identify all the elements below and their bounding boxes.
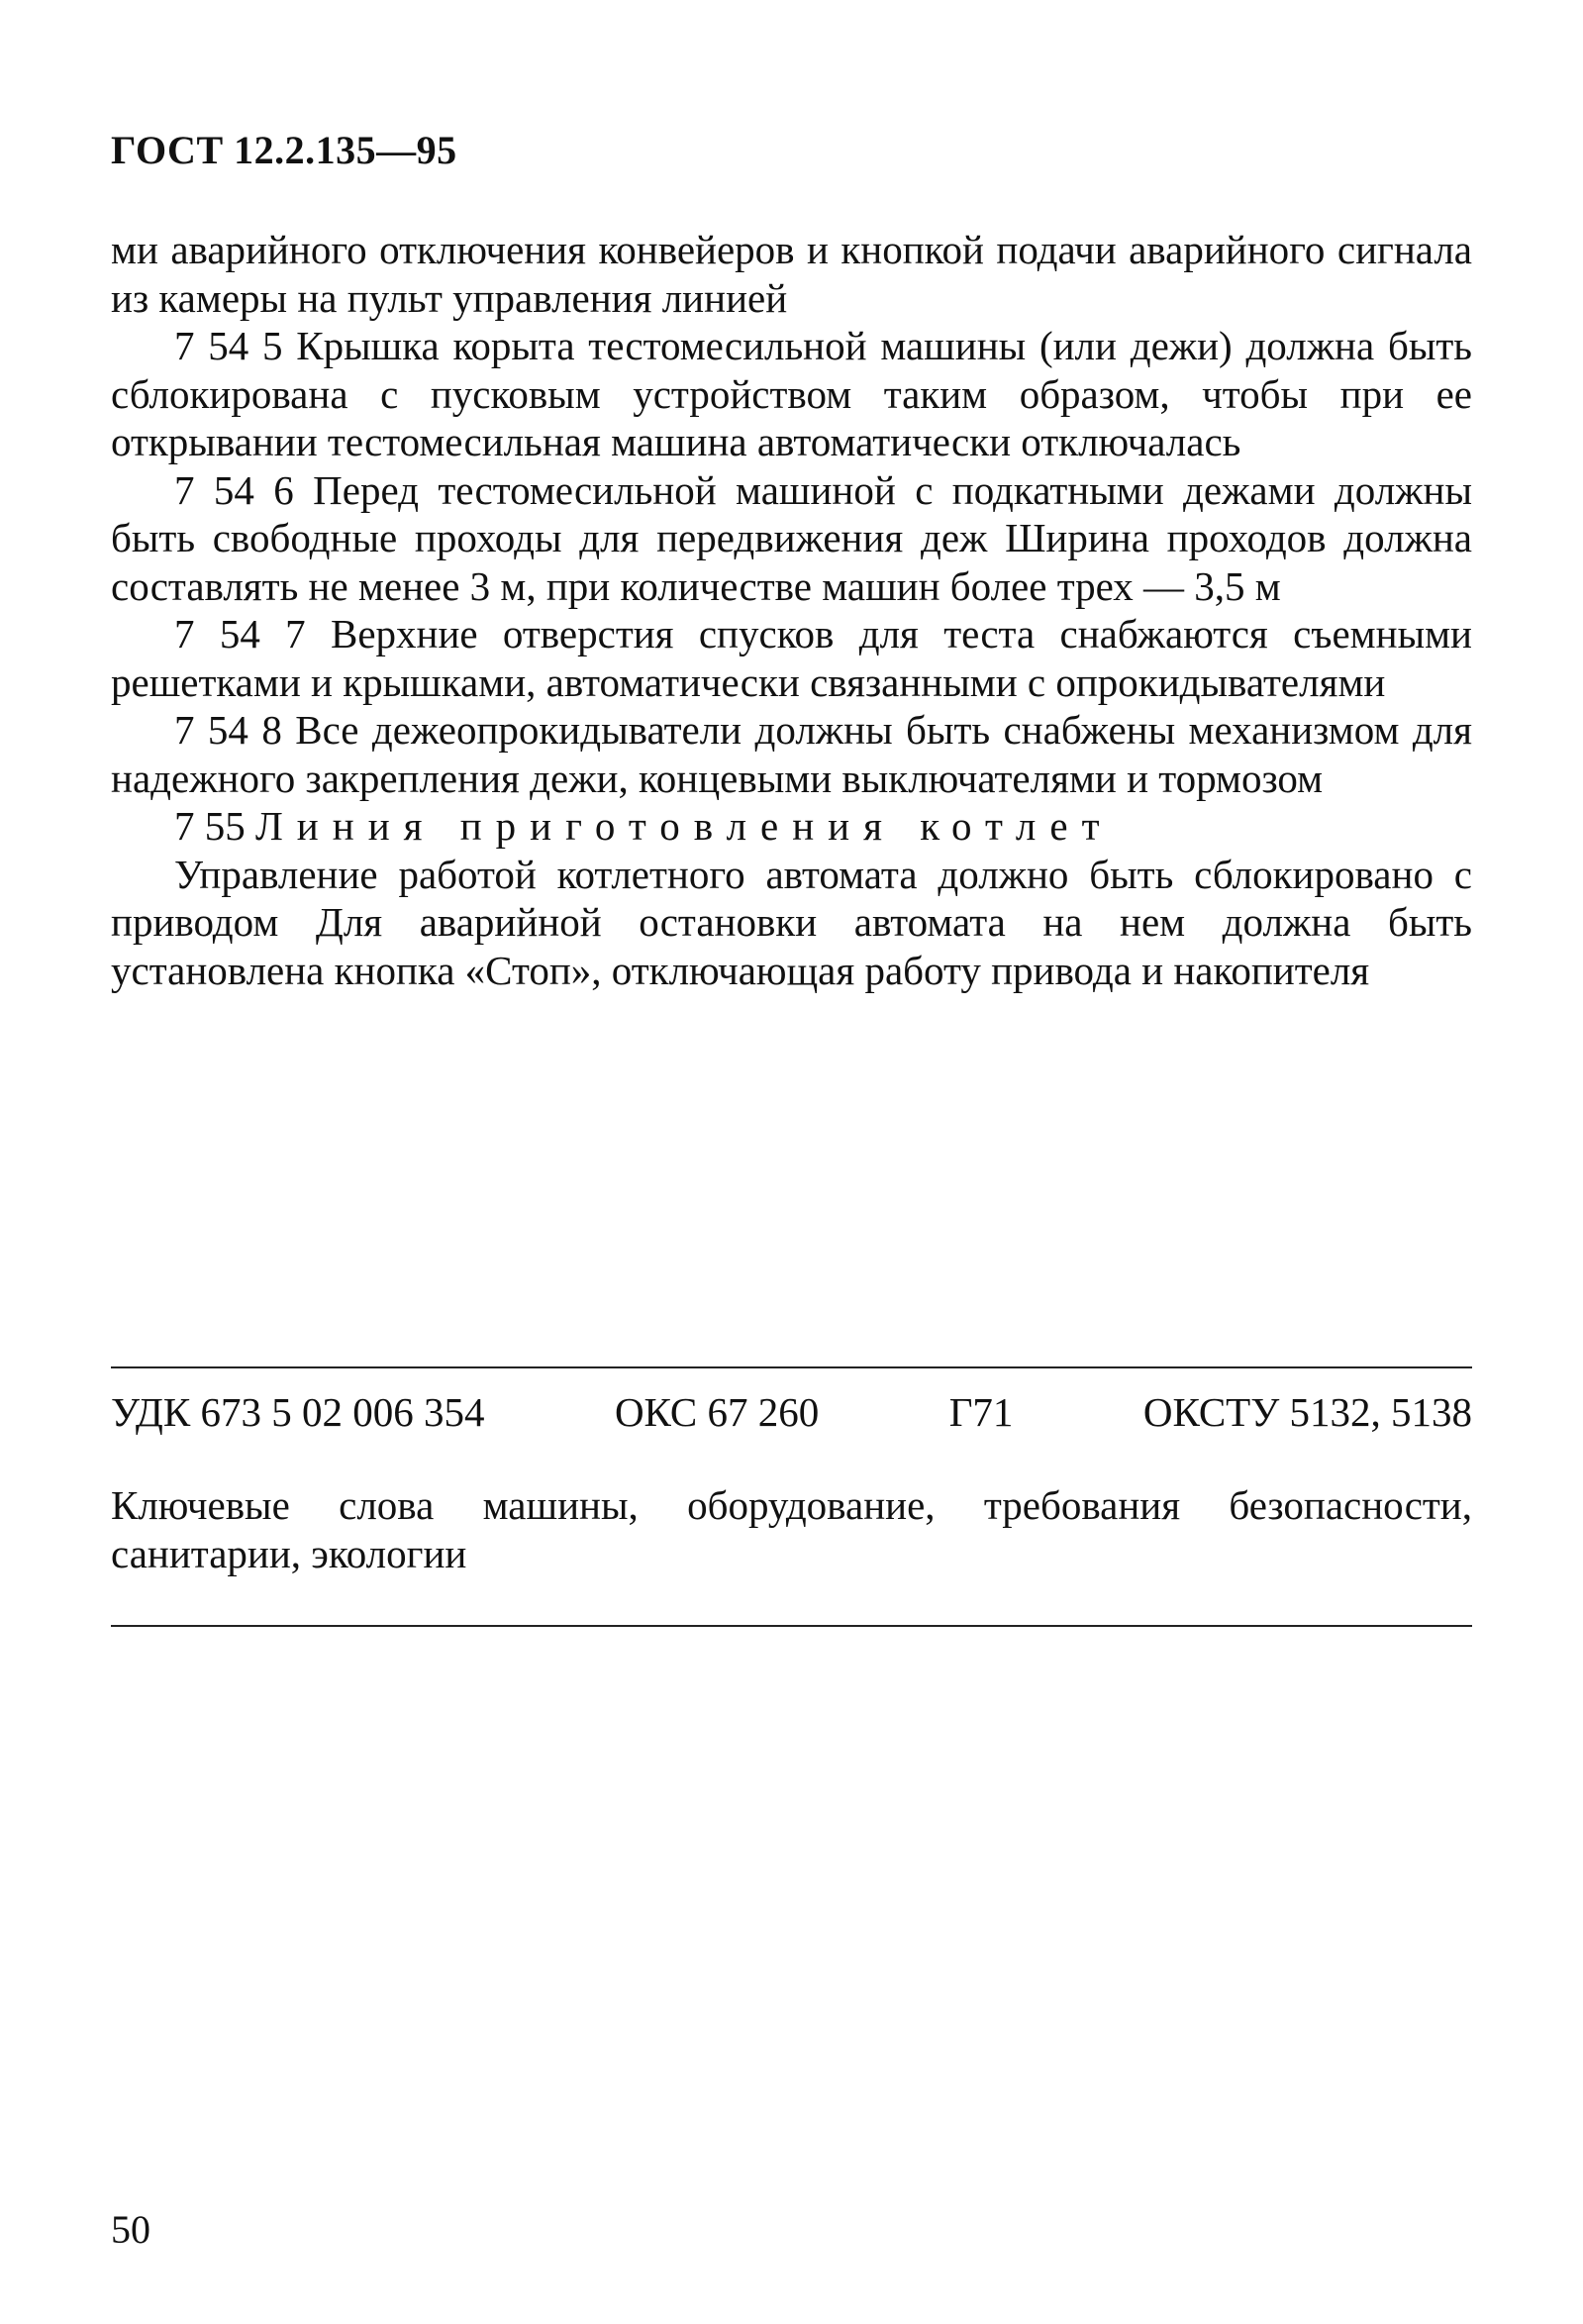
- udk-code: УДК 673 5 02 006 354: [111, 1389, 485, 1435]
- okstu-code: ОКСТУ 5132, 5138: [1142, 1389, 1472, 1435]
- section-number: 7 55: [174, 803, 246, 849]
- document-header: ГОСТ 12.2.135—95: [111, 128, 457, 172]
- keywords: Ключевые слова машины, оборудование, требования безопасности, санитарии, экологии: [111, 1482, 1472, 1576]
- page-number: 50: [111, 2207, 150, 2252]
- main-text: [111, 226, 1472, 994]
- group-code: Г71: [948, 1389, 1014, 1435]
- divider-bottom: [111, 1625, 1472, 1627]
- classification-codes: [111, 1388, 1472, 1436]
- paragraph-7-54-7: 7 54 7 Верхние отверстия спусков для теста снабжаются съемными решетками и крышками, автоматически связанными с опрокидывателями: [111, 611, 1472, 705]
- section-heading: [111, 802, 1472, 851]
- paragraph-7-54-8: 7 54 8 Все дежеопрокидыватели должны быть снабжены механизмом для надежного закрепления дежи, концевыми выключателями и тормозом: [111, 707, 1472, 801]
- section-title: Линия приготовления котлет: [255, 803, 1114, 849]
- oks-code: ОКС 67 260: [614, 1389, 820, 1435]
- paragraph-continuation: ми аварийного отключения конвейеров и кнопкой подачи аварийного сигнала из камеры на пульт управления линией: [111, 227, 1472, 321]
- section-text: Управление работой котлетного автомата должно быть сблокировано с приводом Для аварийной остановки автомата на нем должна быть установлена кнопка «Стоп», отключающая работу привода и накопителя: [111, 851, 1472, 993]
- divider-top: [111, 1366, 1472, 1368]
- paragraph-7-54-5: 7 54 5 Крышка корыта тестомесильной машины (или дежи) должна быть сблокирована с пусковым устройством таким образом, чтобы при ее открывании тестомесильная машина автоматически отключалась: [111, 323, 1472, 464]
- paragraph-7-54-6: 7 54 6 Перед тестомесильной машиной с подкатными дежами должны быть свободные проходы для передвижения деж Ширина проходов должна составлять не менее 3 м, при количестве машин более трех — 3,5 м: [111, 466, 1472, 609]
